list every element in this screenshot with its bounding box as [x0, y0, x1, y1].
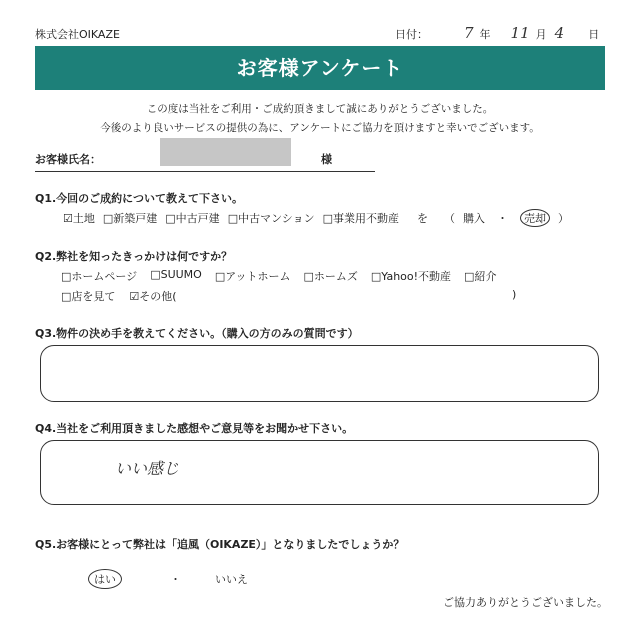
date-day-unit: 日: [588, 28, 600, 41]
date-field: [395, 24, 599, 42]
q2-other-close: ): [512, 288, 517, 301]
q5-title: Q5.お客様にとって弊社は「追風（OIKAZE）」となりましたでしょうか？: [35, 538, 405, 551]
q1-options: [63, 209, 569, 227]
q1-title: Q1.今回のご成約について教えて下さい。: [35, 192, 243, 205]
q3-title: Q3.物件の決め手を教えてください。（購入の方のみの質問です）: [35, 327, 359, 340]
q5-no[interactable]: いいえ: [215, 573, 248, 586]
q1-option-new-house[interactable]: □新築戸建: [102, 212, 158, 225]
q2-option-homepage[interactable]: □ホームページ: [61, 270, 138, 283]
q2-title: Q2.弊社を知ったきっかけは何ですか？: [35, 250, 233, 263]
q5-dot: ・: [170, 573, 181, 586]
q2-option-referral[interactable]: □紹介: [464, 270, 497, 283]
q2-options-row-2: [61, 288, 177, 304]
footer-thanks: ご協力ありがとうございました。: [443, 596, 608, 609]
survey-title-banner: お客様アンケート: [35, 46, 605, 90]
q1-option-used-condo[interactable]: □中古マンション: [227, 212, 315, 225]
q4-title: Q4.当社をご利用頂きました感想やご意見等をお聞かせ下さい。: [35, 422, 354, 435]
intro-line-1: この度は当社をご利用・ご成約頂きまして誠にありがとうございました。: [146, 103, 494, 115]
q1-dot: ・: [497, 212, 508, 225]
q5-yes-circled[interactable]: はい: [88, 569, 122, 589]
q1-option-commercial[interactable]: □事業用不動産: [322, 212, 399, 225]
q1-option-used-house[interactable]: □中古戸建: [165, 212, 220, 225]
date-month-unit: 月: [535, 28, 547, 41]
q3-answer-box[interactable]: [40, 345, 599, 402]
q1-option-land[interactable]: ☑土地: [63, 212, 95, 225]
intro-line-2: 今後のより良いサービスの提供の為に、アンケートにご協力を頂けますと幸いでございます。: [100, 122, 540, 134]
q2-options-row-1: [61, 268, 496, 284]
q1-sell-circled[interactable]: 売却: [520, 209, 550, 227]
q1-wo: を: [417, 212, 428, 225]
q1-paren-close: ）: [558, 212, 569, 225]
q2-option-athome[interactable]: □アットホーム: [214, 270, 291, 283]
customer-name-redacted: [160, 138, 291, 166]
date-year-unit: 年: [479, 28, 491, 41]
date-day: 4: [554, 24, 565, 42]
q2-option-homes[interactable]: □ホームズ: [303, 270, 358, 283]
date-month: 11: [510, 24, 530, 42]
q2-option-suumo[interactable]: □SUUMO: [150, 268, 202, 281]
q2-option-yahoo[interactable]: □Yahoo!不動産: [370, 270, 452, 283]
date-label: 日付：: [395, 28, 428, 41]
q2-option-other[interactable]: ☑その他(: [129, 290, 177, 303]
customer-name-suffix: 様: [321, 153, 332, 166]
q2-option-store[interactable]: □店を見て: [61, 290, 116, 303]
q1-buy[interactable]: 購入: [463, 212, 485, 225]
date-year: 7: [464, 24, 474, 42]
q4-answer-handwritten: いい感じ: [115, 459, 180, 478]
customer-name-label: お客様氏名：: [35, 153, 101, 166]
company-name: 株式会社OIKAZE: [35, 28, 120, 41]
q1-paren-open: （: [444, 212, 455, 225]
